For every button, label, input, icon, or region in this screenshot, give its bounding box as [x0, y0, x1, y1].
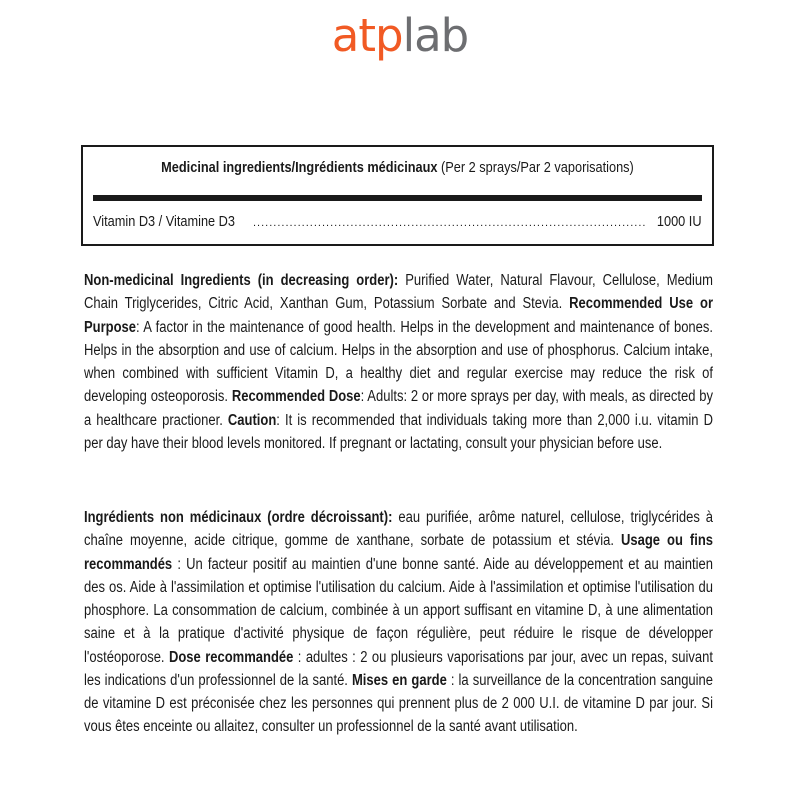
- en-caution-text: : It is recommended that individuals taking more than 2,000 i.u. vitamin D per day have their blood levels monitored. If pregnant or lactating, consult your physician before use.: [84, 411, 713, 452]
- fr-use-label: Usage ou fins recommandés: [84, 532, 713, 573]
- ingredient-name: Vitamin D3 / Vitamine D3: [93, 213, 235, 230]
- en-caution-label: Caution: [227, 411, 277, 429]
- medicinal-ingredients-table: [81, 145, 714, 246]
- en-use-label: Recommended Use or Purpose: [84, 295, 714, 336]
- en-dose-text: : Adults: 2 or more sprays per day, with meals, as directed by a healthcare practioner.: [84, 388, 714, 429]
- table-header: [130, 159, 665, 176]
- leader-dots: [253, 217, 645, 229]
- en-nonmed-text: Purified Water, Natural Flavour, Cellulose, Medium Chain Triglycerides, Citric Acid, Xanthan Gum, Potassium Sorbate and Stevia.: [84, 272, 713, 313]
- atplab-logo: [0, 8, 800, 64]
- fr-use-text: : Un facteur positif au maintien d'une bonne santé. Aide au développement et au maintien des os. Aide à l'assimilation et optimise l'utilisation du calcium. Aide à l'assimilation et optimise l'utilisation du phosphore. La consommation de calcium, combinée à un apport suffisant en vitamine D, à une alimentation saine et à la pratique d'activité physique de façon régulière, peut réduire le risque de développer l'ostéoporose.: [84, 555, 714, 666]
- fr-dose-text: : adultes : 2 ou plusieurs vaporisations par jour, avec un repas, suivant les indications d'un professionnel de la santé.: [84, 648, 713, 689]
- table-row: [93, 213, 702, 233]
- fr-caution-text: : la surveillance de la concentration sanguine de vitamine D est préconisée chez les personnes qui prennent plus de 2 000 U.I. de vitamine D par jour. Si vous êtes enceinte ou allaitez, consulter un professionnel de la santé avant utilisation.: [84, 671, 714, 736]
- en-use-text: : A factor in the maintenance of good health. Helps in the development and maintenance of bones. Helps in the absorption and use of calcium. Helps in the absorption and use of phosphorus. Calcium intake, when combined with sufficient Vitamin D, a healthy diet and regular exercise may reduce the risk of developing osteoporosis.: [84, 318, 714, 406]
- table-header-title: Medicinal ingredients/Ingrédients médicinaux: [161, 159, 438, 176]
- fr-caution-label: Mises en garde: [351, 671, 447, 689]
- ingredient-amount: 1000 IU: [657, 213, 702, 230]
- fr-nonmed-text: eau purifiée, arôme naturel, cellulose, triglycérides à chaîne moyenne, acide citrique, gomme de xanthane, sorbate de potassium et stévia.: [84, 509, 714, 550]
- fr-dose-label: Dose recommandée: [168, 648, 294, 666]
- en-dose-label: Recommended Dose: [231, 388, 361, 406]
- french-paragraph: [84, 506, 713, 739]
- english-paragraph: [84, 269, 713, 455]
- table-header-serving: (Per 2 sprays/Par 2 vaporisations): [437, 159, 634, 176]
- en-nonmed-label: Non-medicinal Ingredients (in decreasing order):: [84, 272, 399, 289]
- logo-lab: lab: [402, 9, 469, 62]
- table-divider: [93, 195, 702, 201]
- fr-nonmed-label: Ingrédients non médicinaux (ordre décroissant):: [84, 509, 393, 526]
- logo-atp: atp: [331, 9, 403, 62]
